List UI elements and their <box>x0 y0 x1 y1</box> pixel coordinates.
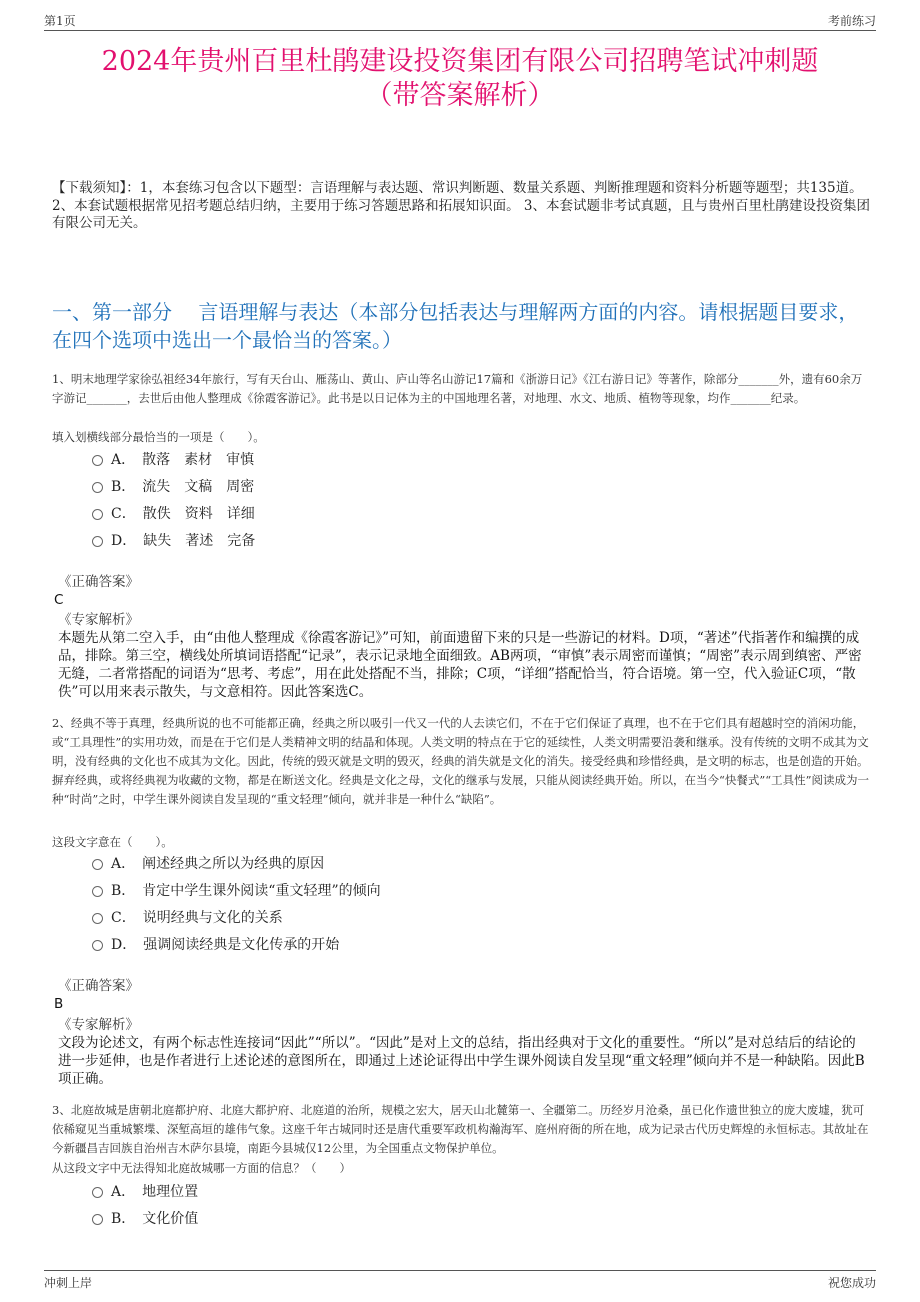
analysis-label: 《专家解析》 <box>58 612 139 628</box>
answer-label: 《正确答案》 <box>58 574 139 590</box>
radio-icon[interactable] <box>92 859 103 870</box>
doc-title: 2024年贵州百里杜鹃建设投资集团有限公司招聘笔试冲刺题 <box>101 46 819 77</box>
radio-icon[interactable] <box>92 1214 103 1225</box>
radio-icon[interactable] <box>92 940 103 951</box>
question-1-option-b[interactable]: B． 流失 文稿 周密 <box>92 478 254 496</box>
footer-left: 冲刺上岸 <box>44 1276 93 1290</box>
radio-icon[interactable] <box>92 1187 103 1198</box>
radio-icon[interactable] <box>92 913 103 924</box>
header-tag: 考前练习 <box>827 14 876 28</box>
radio-icon[interactable] <box>92 455 103 466</box>
analysis-text: 本题先从第二空入手，由“由他人整理成《徐霞客游记》”可知，前面遗留下来的只是一些游记的材料。D项，“著述”代指著作和编撰的成品，排除。第三空，横线处所填词语搭配“记录”，表示记录地全面细致。AB两项，“审慎”表示周密而谨慎；“周密”表示周到缜密、严密无缝，二者常搭配的词语为“思考、考虑”，用在此处搭配不当，排除；C项，“详细”搭配恰当，符合语境。第一空，代入验证C项，“散佚”可以用来表示散失，与文意相符。因此答案选C。 <box>58 630 862 700</box>
question-3-option-b[interactable]: B． 文化价值 <box>92 1210 198 1228</box>
question-2-option-b[interactable]: B． 肯定中学生课外阅读“重文轻理”的倾向 <box>92 882 381 900</box>
question-1-option-d[interactable]: D． 缺失 著述 完备 <box>92 532 255 550</box>
question-1-option-c[interactable]: C． 散佚 资料 详细 <box>92 505 255 523</box>
radio-icon[interactable] <box>92 536 103 547</box>
answer-value: B <box>54 996 64 1012</box>
question-3-prompt: 从这段文字中无法得知北庭故城哪一方面的信息？（ ） <box>52 1161 351 1175</box>
question-2-stem: 2、经典不等于真理，经典所说的也不可能都正确，经典之所以吸引一代又一代的人去读它们，不在于它们保证了真理，也不在于它们具有超越时空的消闲功能，或“工具理性”的实用功效，而是在于它们是人类精神文明的结晶和体现。人类文明的特点在于它的延续性，人类文明需要沿袭和继承。没有传统的文明不成其为文明，没有经典的文化也不成其为文化。因此，传统的毁灭就是文明的毁灭，经典的消失就是文化的消失。接受经典和珍惜经典，是文明的标志，也是创造的开始。摒弃经典，或将经典视为收藏的文物，都是在断送文化。经典是文化之母，文化的继承与发展，只能从阅读经典开始。所以，在当今“快餐式”“工具性”阅读成为一种“时尚”之时，中学生课外阅读自发呈现的“重文轻理”倾向，就并非是一种什么“缺陷”。 <box>52 716 870 806</box>
page-header <box>44 10 876 31</box>
doc-subtitle: （带答案解析） <box>365 80 555 111</box>
footer-right: 祝您成功 <box>827 1276 876 1290</box>
radio-icon[interactable] <box>92 509 103 520</box>
question-3-stem: 3、北庭故城是唐朝北庭都护府、北庭大都护府、北庭道的治所，规模之宏大，居天山北麓第一、全疆第二。历经岁月沧桑，虽已化作遗世独立的庞大废墟，犹可依稀窥见当重城繁堞、深堑高垣的雄伟气象。这座千年古城同时还是唐代重要军政机构瀚海军、庭州府衙的所在地，成为记录古代历史辉煌的永恒标志。其故址在今新疆昌吉回族自治州吉木萨尔县境，南距今县城仅12公里，为全国重点文物保护单位。 <box>52 1103 869 1155</box>
answer-value: C <box>54 592 64 608</box>
radio-icon[interactable] <box>92 482 103 493</box>
question-2-option-d[interactable]: D． 强调阅读经典是文化传承的开始 <box>92 936 339 954</box>
question-2-option-c[interactable]: C． 说明经典与文化的关系 <box>92 909 283 927</box>
question-1-prompt: 填入划横线部分最恰当的一项是（ ）。 <box>52 430 265 444</box>
page-footer <box>44 1270 876 1293</box>
analysis-text: 文段为论述文，有两个标志性连接词“因此”“所以”。“因此”是对上文的总结，指出经典对于文化的重要性。“所以”是对总结后的结论的进一步延伸，也是作者进行上述论述的意图所在，即通过上述论证得出中学生课外阅读自发呈现“重文轻理”倾向并不是一种缺陷。因此B项正确。 <box>58 1035 865 1087</box>
page-number: 第1页 <box>44 14 76 28</box>
question-1-option-a[interactable]: A． 散落 素材 审慎 <box>92 451 254 469</box>
question-1-stem: 1、明末地理学家徐弘祖经34年旅行，写有天台山、雁荡山、黄山、庐山等名山游记17篇和《浙游日记》《江右游日记》等著作，除部分_______外，遗有60余万字游记_______，去世后由他人整理成《徐霞客游记》。此书是以日记体为主的中国地理名著，对地理、水文、地质、植物等现象，均作_______纪录。 <box>52 372 863 405</box>
analysis-label: 《专家解析》 <box>58 1017 139 1033</box>
question-3-option-a[interactable]: A． 地理位置 <box>92 1183 198 1201</box>
question-2-prompt: 这段文字意在（ ）。 <box>52 835 173 849</box>
answer-label: 《正确答案》 <box>58 978 139 994</box>
section-heading: 一、第一部分 言语理解与表达（本部分包括表达与理解两方面的内容。请根据题目要求，在四个选项中选出一个最恰当的答案。） <box>52 300 859 352</box>
download-notice: 【下载须知】：1，本套练习包含以下题型：言语理解与表达题、常识判断题、数量关系题、判断推理题和资料分析题等题型；共135道。 2、本套试题根据常见招考题总结归纳，主要用于练习答题思路和拓展知识面。 3、本套试题非考试真题，且与贵州百里杜鹃建设投资集团有限公司无关。 <box>52 180 870 231</box>
question-2-option-a[interactable]: A． 阐述经典之所以为经典的原因 <box>92 855 324 873</box>
radio-icon[interactable] <box>92 886 103 897</box>
